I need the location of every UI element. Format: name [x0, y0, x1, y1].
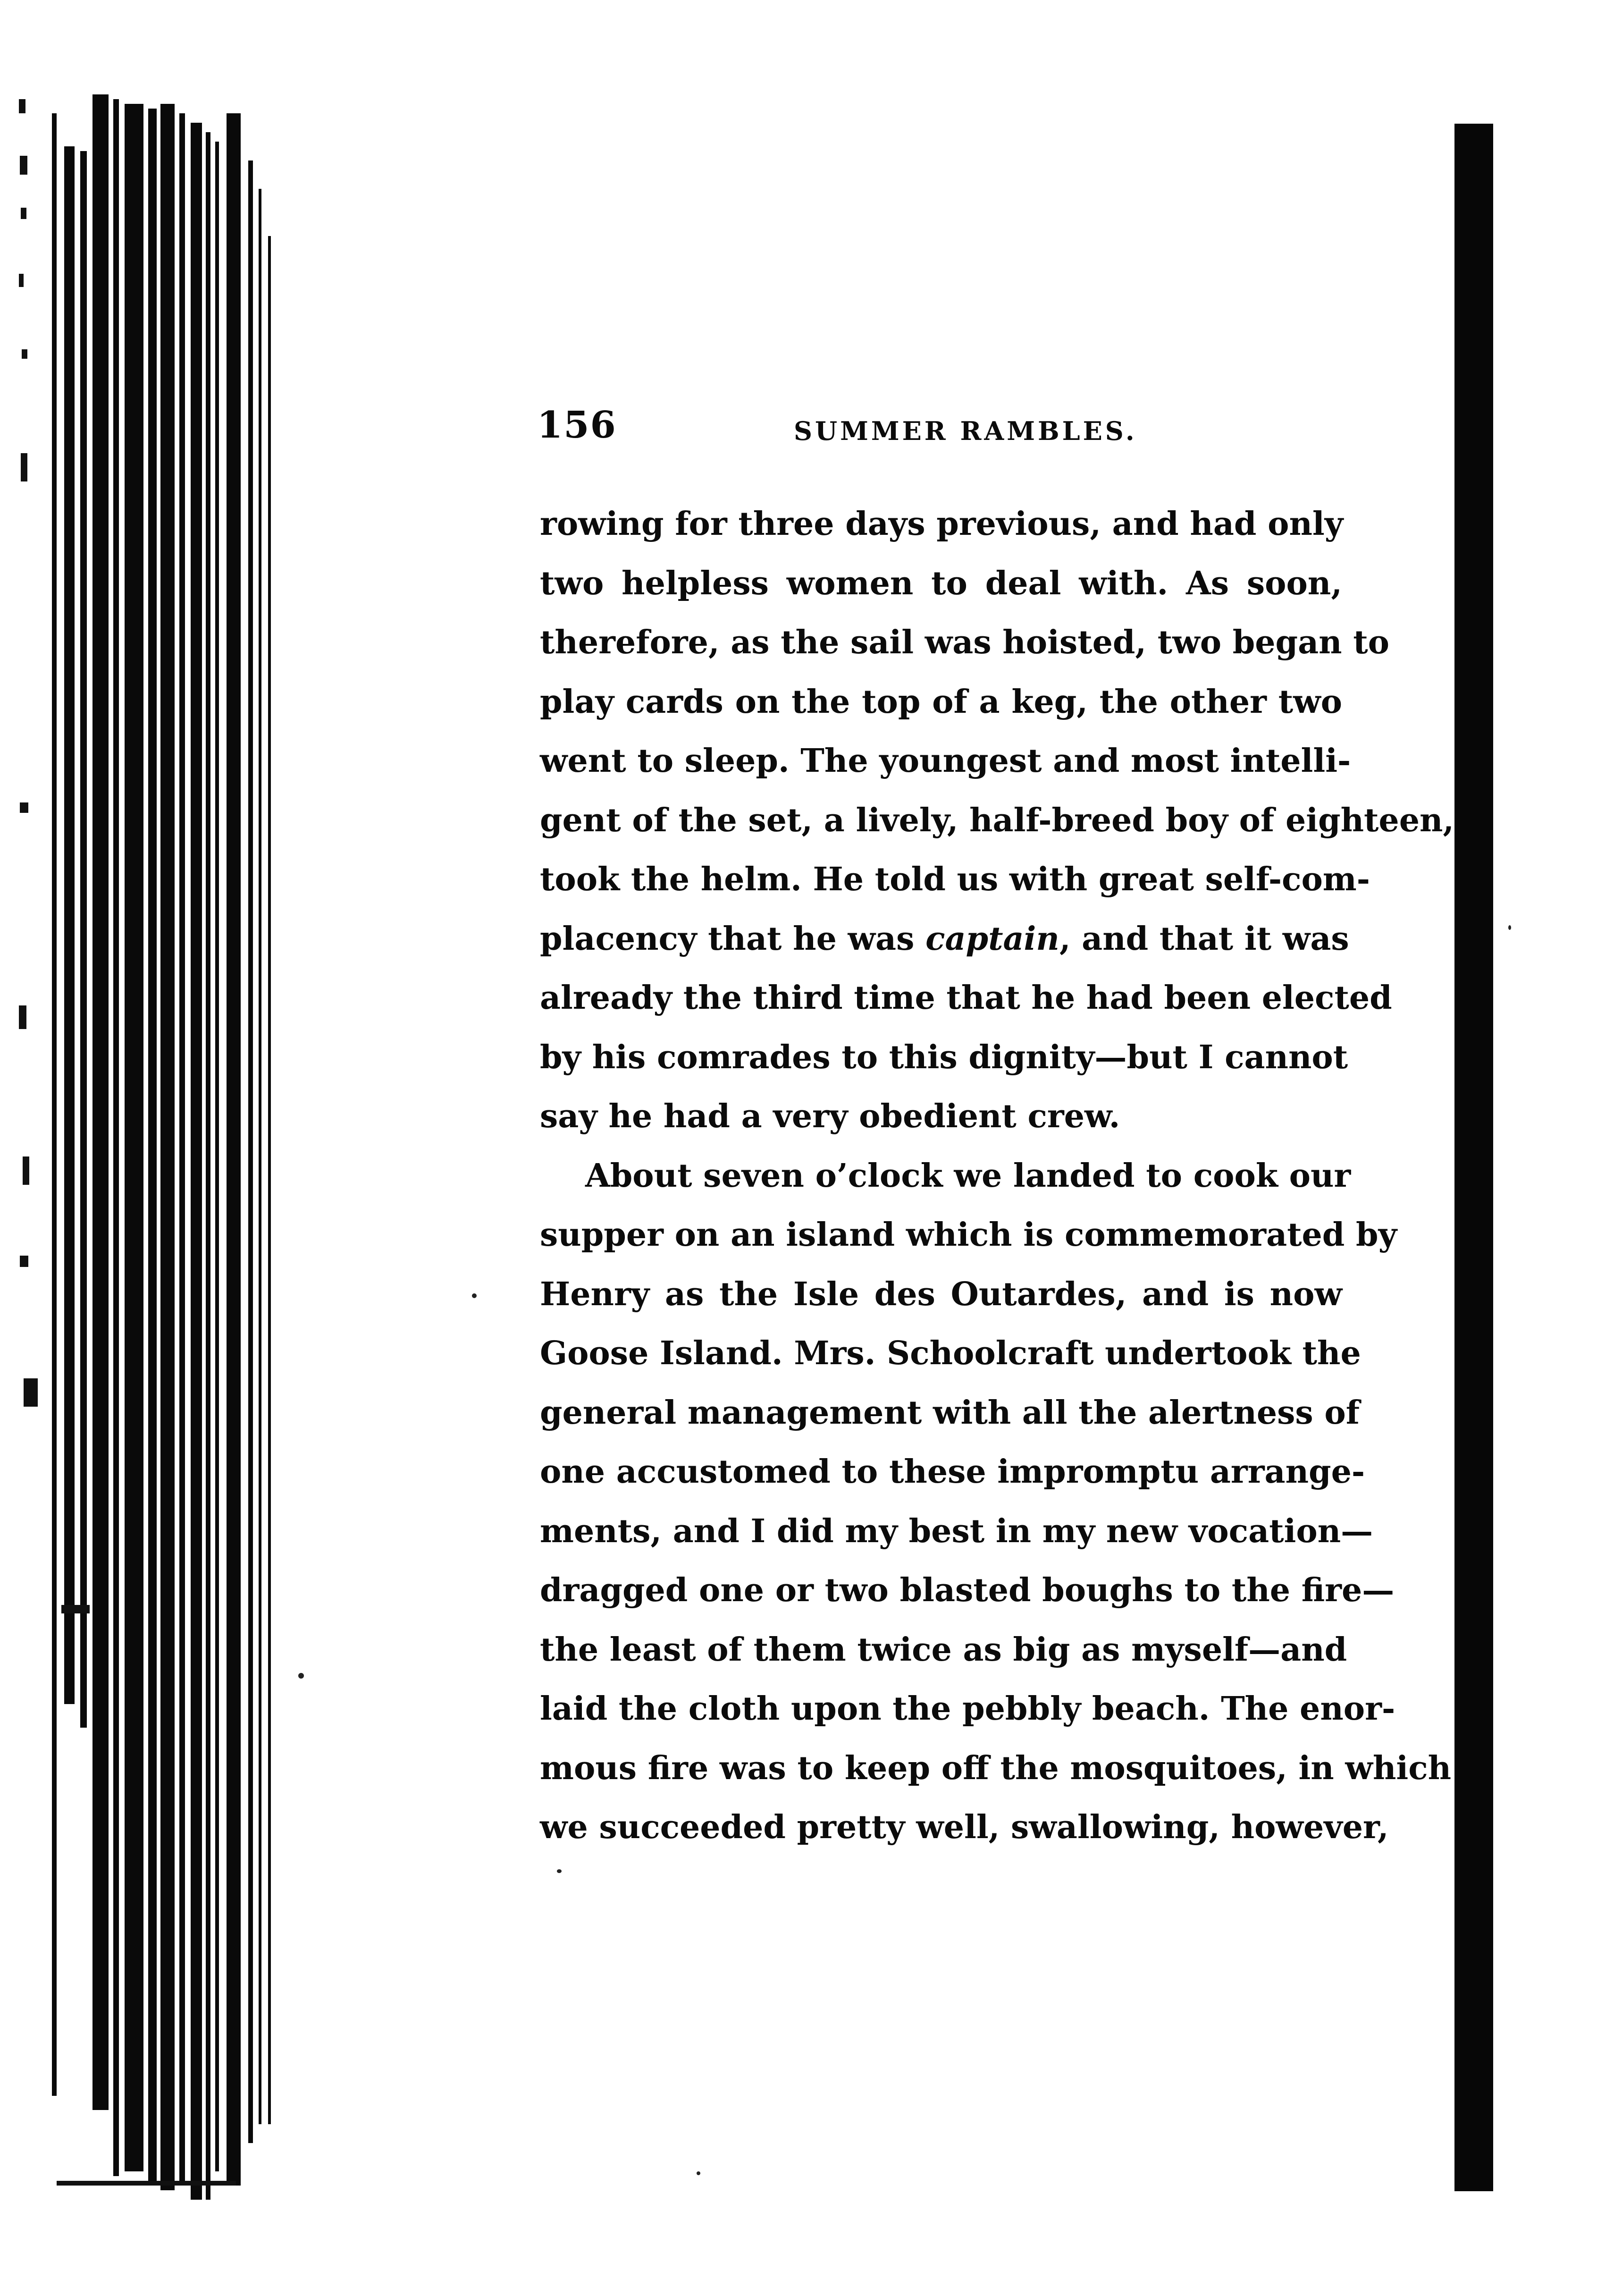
page-number: 156 [537, 404, 617, 447]
text-line: general management with all the alertness of [540, 1393, 1360, 1432]
text-line: rowing for three days previous, and had only [540, 505, 1344, 543]
scan-speck [557, 1869, 562, 1873]
scan-speck [697, 2171, 700, 2175]
body-text [540, 495, 1454, 1857]
text-line: we succeeded pretty well, swallowing, however, [540, 1808, 1389, 1846]
text-line: the least of them twice as big as myself—and [540, 1630, 1347, 1669]
text-line: already the third time that he had been elected [540, 979, 1392, 1017]
text-line: two helpless women to deal with. As soon, [540, 564, 1342, 602]
text-line: ments, and I did my best in my new vocation— [540, 1512, 1373, 1550]
text-line: laid the cloth upon the pebbly beach. The enor- [540, 1690, 1395, 1728]
text-line: About seven o’clock we landed to cook our [585, 1156, 1351, 1195]
running-head [537, 399, 1339, 451]
text-line: therefore, as the sail was hoisted, two began to [540, 624, 1390, 661]
scan-speck [298, 1673, 304, 1679]
text-line: Goose Island. Mrs. Schoolcraft undertook the [540, 1334, 1361, 1372]
text-line: say he had a very obedient crew. [540, 1097, 1120, 1135]
text-line: took the helm. He told us with great self-com- [540, 861, 1370, 898]
scan-speck [472, 1293, 477, 1298]
emphasis-word: captain [925, 920, 1059, 958]
text-line: play cards on the top of a keg, the other two [540, 683, 1342, 721]
text-line: one accustomed to these impromptu arrange- [540, 1453, 1365, 1491]
scan-edge-left [19, 94, 283, 2200]
text-line: dragged one or two blasted boughs to the fire— [540, 1571, 1395, 1609]
scan-speck [1508, 925, 1511, 930]
text-line: went to sleep. The youngest and most intelli- [540, 742, 1351, 780]
text-line: Henry as the Isle des Outardes, and is now [540, 1275, 1342, 1313]
text-line: placency that he was captain, and that it was [540, 920, 1349, 958]
text-line: gent of the set, a lively, half-breed boy of eighteen, [540, 801, 1454, 839]
scan-edge-right [1454, 124, 1493, 2191]
text-line: supper on an island which is commemorated by [540, 1216, 1397, 1254]
text-line: mous fire was to keep off the mosquitoes, in which [540, 1749, 1452, 1787]
running-title: SUMMER RAMBLES. [794, 416, 1137, 446]
text-line: by his comrades to this dignity—but I cannot [540, 1038, 1348, 1076]
